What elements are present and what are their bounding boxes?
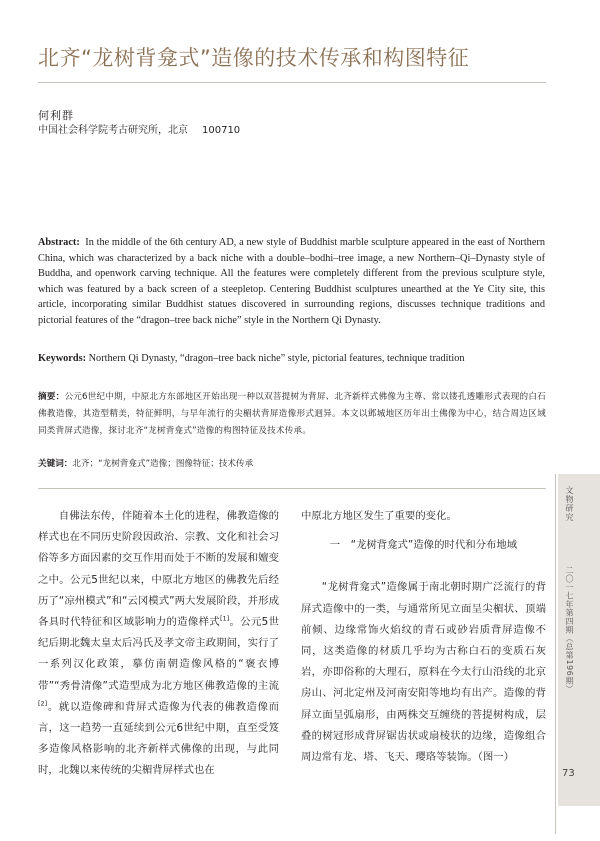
citation-ref: [2] [38,699,48,708]
keywords-english [38,352,558,366]
keywords-cn-text: 北齐；“龙树背龛式”造像；图像特征；技术传承 [72,459,254,469]
article-title: 北齐“龙树背龛式”造像的技术传承和构图特征 [38,46,470,70]
author-name: 何利群 [38,109,74,122]
section-heading: 一 “龙树背龛式”造像的时代和分布地域 [329,539,518,552]
title-divider [38,82,546,83]
postcode: 100710 [202,125,241,136]
abstract-cn-label: 摘要： [38,392,65,402]
affiliation-text: 中国社会科学院考古研究所，北京 [38,125,188,136]
abstract-chinese [38,389,546,440]
keywords-text: Northern Qi Dynasty, “dragon–tree back niche” style, pictorial features, technique tradition [88,353,465,364]
body-text: 。公元5世纪后期北魏太皇太后冯氏及孝文帝主政期间，实行了一系列汉化政策，摹仿南朝造像风格的“褒衣博带”“秀骨清像”式造型成为北方地区佛教造像的主流 [38,616,279,692]
citation-ref: [1] [220,614,230,623]
abstract-english [38,235,545,328]
keywords-cn-label: 关键词： [38,459,73,469]
keywords-label: Keywords: [38,353,87,364]
journal-issue: 二〇一七年第四期（总第196期） [565,566,574,694]
abstract-cn-text: 公元6世纪中期，中原北方东部地区开始出现一种以双菩提树为背屏、北齐新样式佛像为主尊、常以镂孔透雕形式表现的白石佛教造像，其造型精美，特征鲜明，与早年流行的尖楣状背屏造像形式迥异。本文以邺城地区历年出土佛像为中心，结合周边区域同类背屏式造像，探讨北齐“龙树背龛式”造像的构图特征及技术传承。 [38,392,546,436]
journal-name: 文物研究 [565,486,574,522]
abstract-label: Abstract: [38,237,80,248]
body-column-right [301,506,546,768]
author-affiliation [38,124,240,138]
body-paragraph [38,506,279,782]
sidebar-rule [555,474,556,834]
keywords-chinese [38,456,546,473]
abstract-text: In the middle of the 6th century AD, a new style of Buddhist marble sculpture appeared in the east of Northern China, which was characterized by a back niche with a double–bodhi–tree image, a new Northern–Qi–Dynasty style of Buddha, and openwork carving technique. All the features were completely different from the previous sculpture style, which was featured by a back screen of a steepletop. Centering Buddhist sculptures unearthed at the Ye City site, this article, incorporating similar Buddhist statues discovered in surrounding regions, discusses technique traditions and pictorial features of the “dragon–tree back niche” style in the Northern Qi Dynasty. [38,237,545,326]
body-column-left [38,506,279,782]
body-text-continued: 。就以造像碑和背屏式造像为代表的佛教造像而言，这一趋势一直延续到公元6世纪中期，直至受笈多造像风格影响的北齐新样式佛像的出现，与此同时，北魏以来传统的尖楣背屏样式也在 [38,700,279,777]
body-divider [38,488,546,489]
page-number: 73 [562,768,575,779]
body-text: 自佛法东传，伴随着本土化的进程，佛教造像的样式也在不同历史阶段因政治、宗教、文化和社会习俗等多方面因素的交互作用而处于不断的发展和嬗变之中。公元5世纪以来，中原北方地区的佛教先后经历了“凉州模式”和“云冈模式”两大发展阶段，并形成各具时代特征和区域影响力的造像样式 [38,510,279,629]
body-text-tail: 中原北方地区发生了重要的变化。 [301,510,457,522]
body-paragraph: “龙树背龛式”造像属于南北朝时期广泛流行的背屏式造像中的一类，与通常所见立面呈尖楣状、顶端前倾、边缘常饰火焰纹的青石或砂岩质背屏造像不同，这类造像的材质几乎均为古称白石的变质石灰岩，亦即俗称的大理石，原料在今太行山沿线的北京房山、河北定州及河南安阳等地均有出产。造像的背屏立面呈弧扇形，由两株交互缠绕的菩提树构成，层叠的树冠形成背屏锯齿状或扇棱状的边缘，造像组合周边常有龙、塔、飞天、璎珞等装饰。（图一） [301,581,546,764]
